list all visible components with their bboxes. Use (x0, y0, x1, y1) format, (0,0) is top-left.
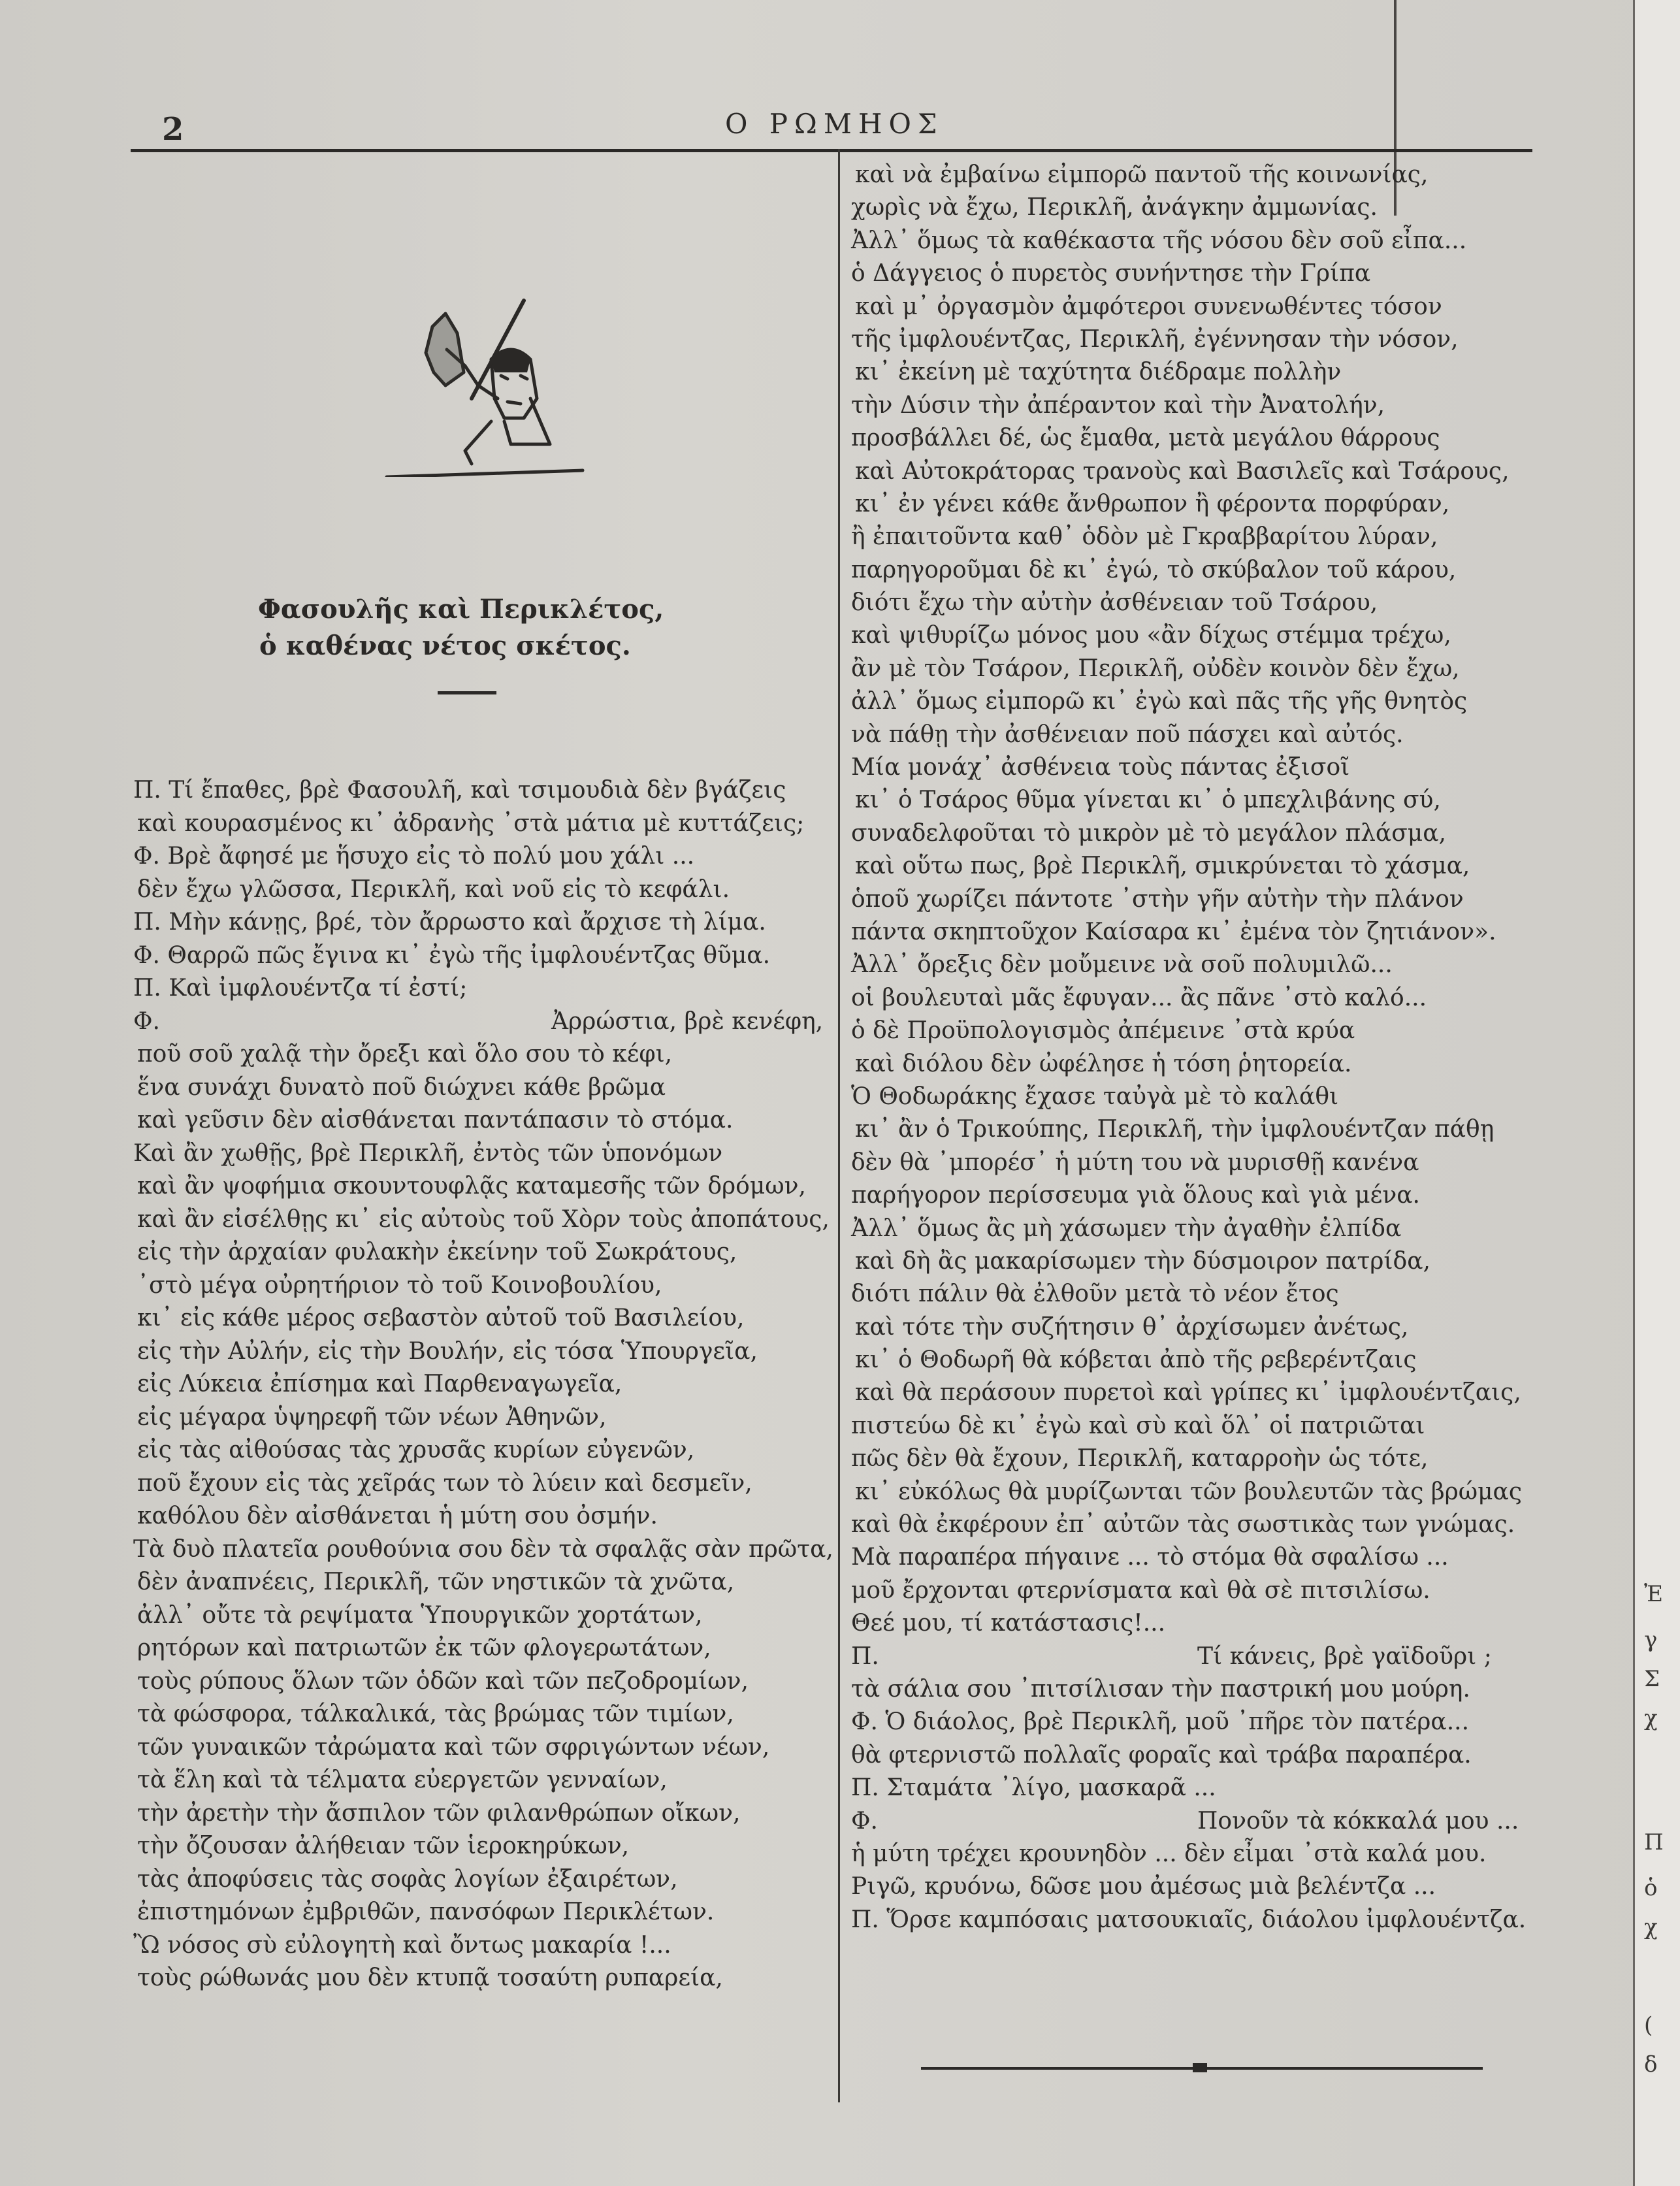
text-line: ποῦ ἔχουν εἰς τὰς χεῖράς των τὸ λύειν καὶ δεσμεῖν, (137, 1469, 752, 1497)
text-line: τὴν ὄζουσαν ἀλήθειαν τῶν ἱεροκηρύκων, (137, 1833, 630, 1859)
text-line: τὰ ἕλη καὶ τὰ τέλματα εὐεργετῶν γενναίων, (137, 1767, 668, 1793)
text-line: οἱ βουλευταὶ μᾶς ἔφυγαν... ἂς πᾶνε ᾽στὸ καλό... (851, 984, 1427, 1011)
text-line: Π. Μὴν κάνῃς, βρέ, τὸν ἄρρωστο καὶ ἄρχισε τὴ λίμα. (133, 909, 766, 936)
page-number: 2 (162, 111, 184, 148)
text-line: Μὰ παραπέρα πήγαινε ... τὸ στόμα θὰ σφαλίσω ... (851, 1544, 1449, 1571)
text-line: ἢ ἐπαιτοῦντα καθ᾽ ὁδὸν μὲ Γκραββαρίτου λύραν, (851, 523, 1438, 551)
text-line: ὁποῦ χωρίζει πάντοτε ᾽στὴν γῆν αὐτὴν τὴν πλάνον (851, 885, 1464, 913)
text-line: κι᾽ ὁ Θοδωρῆ θὰ κόβεται ἀπὸ τῆς ρεβερέντζαις (855, 1346, 1417, 1374)
text-line: καὶ νὰ ἐμβαίνω εἰμπορῶ παντοῦ τῆς κοινωνίας, (855, 161, 1429, 188)
text-line: καὶ οὕτω πως, βρὲ Περικλῆ, σμικρύνεται τὸ χάσμα, (855, 853, 1470, 880)
text-line: καὶ διόλου δὲν ὠφέλησε ἡ τόση ῥητορεία. (855, 1050, 1352, 1077)
text-line: ποῦ σοῦ χαλᾷ τὴν ὄρεξι καὶ ὅλο σου τὸ κέφι, (137, 1041, 673, 1068)
text-line: εἰς τὰς αἰθούσας τὰς χρυσᾶς κυρίων εὐγενῶν, (137, 1437, 695, 1463)
text-line: Ἀλλ᾽ ὄρεξις δὲν μοὔμεινε νὰ σοῦ πολυμιλῶ... (851, 951, 1393, 979)
edge-fragment: δ (1644, 2051, 1658, 2078)
text-line: εἰς Λύκεια ἐπίσημα καὶ Παρθεναγωγεῖα, (137, 1371, 622, 1397)
text-line: ἀλλ᾽ οὔτε τὰ ρεψίματα Ὑπουργικῶν χορτάτων, (137, 1601, 703, 1629)
text-line: καὶ ἂν ψοφήμια σκουντουφλᾷς καταμεσῆς τῶν δρόμων, (137, 1173, 806, 1199)
text-line: κι᾽ ἐκείνη μὲ ταχύτητα διέδραμε πολλὴν (855, 359, 1342, 386)
text-line: πῶς δὲν θὰ ἔχουν, Περικλῆ, καταρροὴν ὡς τότε, (851, 1445, 1429, 1473)
text-line: τὴν ἀρετὴν τὴν ἄσπιλον τῶν φιλανθρώπων οἴκων, (137, 1799, 741, 1827)
text-line: παρηγοροῦμαι δὲ κι᾽ ἐγώ, τὸ σκύβαλον τοῦ κάρου, (851, 556, 1457, 583)
text-line: καὶ θὰ ἐκφέρουν ἐπ᾽ αὐτῶν τὰς σωστικὰς των γνώμας. (851, 1511, 1515, 1539)
text-line: Φ. Θαρρῶ πῶς ἔγινα κι᾽ ἐγὼ τῆς ἰμφλουέντζας θῦμα. (133, 941, 771, 969)
text-line: Π. Καὶ ἰμφλουέντζα τί ἐστί; (133, 975, 468, 1002)
masthead-title: Ο ΡΩΜΗΟΣ (725, 108, 944, 140)
text-line: πιστεύω δὲ κι᾽ ἐγὼ καὶ σὺ καὶ ὅλ᾽ οἱ πατριῶται (851, 1412, 1425, 1439)
text-line: τοὺς ρώθωνάς μου δὲν κτυπᾷ τοσαύτη ρυπαρεία, (137, 1965, 723, 1991)
adjacent-page-edge (1633, 0, 1680, 2186)
text-line: Φ. Βρὲ ἄφησέ με ἥσυχο εἰς τὸ πολύ μου χάλι ... (133, 843, 695, 870)
edge-fragment: γ (1644, 1627, 1658, 1653)
speaker-text: Ἀρρώστια, βρὲ κενέφη, (551, 1007, 824, 1035)
text-line: δὲν θὰ ᾽μπορέσ᾽ ἡ μύτη του νὰ μυρισθῇ κανένα (851, 1149, 1419, 1176)
text-line: κι᾽ ὁ Τσάρος θῦμα γίνεται κι᾽ ὁ μπεχλιβάνης σύ, (855, 787, 1441, 814)
text-line: ἕνα συνάχι δυνατὸ ποῦ διώχνει κάθε βρῶμα (137, 1073, 666, 1101)
text-line: εἰς τὴν Αὐλήν, εἰς τὴν Βουλήν, εἰς τόσα Ὑπουργεῖα, (137, 1337, 758, 1365)
text-line: Θεέ μου, τί κατάστασις!... (851, 1610, 1166, 1637)
speaker-text: Τί κάνεις, βρὲ γαϊδοῦρι ; (1197, 1642, 1492, 1670)
text-line: κι᾽ ἐν γένει κάθε ἄνθρωπον ἢ φέροντα πορφύραν, (855, 490, 1450, 517)
text-line: δὲν ἀναπνέεις, Περικλῆ, τῶν νηστικῶν τὰ χνῶτα, (137, 1569, 735, 1595)
text-line: ᾽στὸ μέγα οὐρητήριον τὸ τοῦ Κοινοβουλίου, (137, 1271, 662, 1299)
cartoon-illustration (374, 287, 589, 477)
text-line: τὰ σάλια σου ᾽πιτσίλισαν τὴν παστρική μου μούρη. (851, 1675, 1470, 1703)
text-line: καὶ μ᾽ ὀργασμὸν ἀμφότεροι συνενωθέντες τόσον (855, 293, 1442, 320)
right-column (851, 159, 1530, 1936)
text-line: καὶ τότε τὴν συζήτησιν θ᾽ ἀρχίσωμεν ἀνέτως, (855, 1313, 1409, 1341)
text-line: εἰς μέγαρα ὑψηρεφῆ τῶν νέων Ἀθηνῶν, (137, 1403, 607, 1431)
text-line: ρητόρων καὶ πατριωτῶν ἐκ τῶν φλογερωτάτων, (137, 1635, 711, 1661)
text-line: προσβάλλει δέ, ὡς ἔμαθα, μετὰ μεγάλου θάρρους (851, 425, 1440, 452)
text-line: ὁ δὲ Προϋπολογισμὸς ἀπέμεινε ᾽στὰ κρύα (851, 1017, 1355, 1045)
text-line: παρήγορον περίσσευμα γιὰ ὅλους καὶ γιὰ μένα. (851, 1182, 1420, 1209)
text-line: καὶ κουρασμένος κι᾽ ἀδρανὴς ᾽στὰ μάτια μὲ κυττάζεις; (137, 809, 805, 837)
article-title (258, 591, 715, 664)
edge-fragment: χ (1644, 1914, 1658, 1940)
text-line: Ἀλλ᾽ ὅμως ἂς μὴ χάσωμεν τὴν ἀγαθὴν ἐλπίδα (851, 1215, 1402, 1242)
edge-fragment: Π (1644, 1829, 1664, 1855)
text-line-split (851, 1805, 1530, 1838)
title-line-1: Φασουλῆς καὶ Περικλέτος, (258, 594, 664, 625)
text-line: τῆς ἰμφλουέντζας, Περικλῆ, ἐγέννησαν τὴν νόσον, (851, 325, 1459, 353)
text-line-split (133, 1005, 826, 1039)
text-line: κι᾽ ἂν ὁ Τρικούπης, Περικλῆ, τὴν ἰμφλουέντζαν πάθῃ (855, 1116, 1494, 1143)
text-line: διότι ἔχω τὴν αὐτὴν ἀσθένειαν τοῦ Τσάρου, (851, 589, 1378, 617)
left-column (133, 774, 833, 1995)
text-line: Φ. Ὁ διάολος, βρὲ Περικλῆ, μοῦ ᾽πῆρε τὸν πατέρα... (851, 1708, 1470, 1736)
edge-fragment: χ (1644, 1705, 1658, 1731)
text-line: τοὺς ρύπους ὅλων τῶν ὁδῶν καὶ τῶν πεζοδρομίων, (137, 1667, 749, 1695)
title-separator (438, 691, 496, 694)
header-rule (131, 149, 1532, 152)
text-line: Καὶ ἂν χωθῇς, βρὲ Περικλῆ, ἐντὸς τῶν ὑπονόμων (133, 1139, 723, 1167)
text-line: τὰ φώσφορα, τάλκαλικά, τὰς βρώμας τῶν τιμίων, (137, 1701, 734, 1727)
column-divider (838, 149, 840, 2102)
text-line: καὶ ψιθυρίζω μόνος μου «ἂν δίχως στέμμα τρέχω, (851, 622, 1451, 649)
text-line: ἂν μὲ τὸν Τσάρον, Περικλῆ, οὐδὲν κοινὸν δὲν ἔχω, (851, 655, 1460, 682)
text-line: κι᾽ εἰς κάθε μέρος σεβαστὸν αὐτοῦ τοῦ Βασιλείου, (137, 1305, 745, 1331)
text-line: Ἀλλ᾽ ὅμως τὰ καθέκαστα τῆς νόσου δὲν σοῦ εἶπα... (851, 227, 1467, 254)
text-line: πάντα σκηπτοῦχον Καίσαρα κι᾽ ἐμένα τὸν ζητιάνον». (851, 918, 1496, 945)
text-line: Π. Σταμάτα ᾽λίγο, μασκαρᾶ ... (851, 1774, 1216, 1802)
edge-fragment: Σ (1644, 1666, 1660, 1692)
text-line: καὶ γεῦσιν δὲν αἰσθάνεται παντάπασιν τὸ στόμα. (137, 1107, 734, 1134)
text-line: κι᾽ εὐκόλως θὰ μυρίζωνται τῶν βουλευτῶν τὰς βρώμας (855, 1478, 1523, 1505)
text-line: καθόλου δὲν αἰσθάνεται ἡ μύτη σου ὀσμήν. (137, 1503, 658, 1529)
article-end-mark (1193, 2063, 1207, 2072)
text-line: συναδελφοῦται τὸ μικρὸν μὲ τὸ μεγάλον πλάσμα, (851, 819, 1446, 847)
text-line: καὶ θὰ περάσουν πυρετοὶ καὶ γρίπες κι᾽ ἰμφλουέντζαις, (855, 1379, 1521, 1407)
text-line: Ὁ Θοδωράκης ἔχασε ταὐγὰ μὲ τὸ καλάθι (851, 1083, 1339, 1110)
text-line: εἰς τὴν ἀρχαίαν φυλακὴν ἐκείνην τοῦ Σωκράτους, (137, 1239, 737, 1265)
text-line: νὰ πάθῃ τὴν ἀσθένειαν ποῦ πάσχει καὶ αὐτός. (851, 721, 1404, 748)
speaker-label: Φ. (133, 1007, 160, 1035)
edge-fragment: Ἐ (1644, 1581, 1664, 1607)
text-line: Π. Ὅρσε καμπόσαις ματσουκιαῖς, διάολου ἰμφλουέντζα. (851, 1906, 1527, 1933)
text-line: Μία μονάχ᾽ ἀσθένεια τοὺς πάντας ἐξισοῖ (851, 754, 1350, 781)
text-line: Π. Τί ἔπαθες, βρὲ Φασουλῆ, καὶ τσιμουδιὰ δὲν βγάζεις (133, 777, 786, 804)
edge-fragment: ὁ (1644, 1875, 1658, 1901)
text-line: δὲν ἔχω γλῶσσα, Περικλῆ, καὶ νοῦ εἰς τὸ κεφάλι. (137, 875, 730, 903)
title-line-2: ὁ καθένας νέτος σκέτος. (259, 630, 631, 661)
text-line: ἐπιστημόνων ἐμβριθῶν, πανσόφων Περικλέτων. (137, 1899, 715, 1925)
speaker-text: Πονοῦν τὰ κόκκαλά μου ... (1197, 1807, 1519, 1835)
text-line: τὰς ἀποφύσεις τὰς σοφὰς λογίων ἐξαιρέτων, (137, 1865, 678, 1893)
text-line: καὶ ἂν εἰσέλθῃς κι᾽ εἰς αὐτοὺς τοῦ Χὸρν τοὺς ἀποπάτους, (137, 1205, 830, 1233)
text-line: θὰ φτερνιστῶ πολλαῖς φοραῖς καὶ τράβα παραπέρα. (851, 1741, 1472, 1769)
text-line: μοῦ ἔρχονται φτερνίσματα καὶ θὰ σὲ πιτσιλίσω. (851, 1576, 1430, 1604)
edge-fragment: ( (1644, 2012, 1653, 2038)
ground-line (387, 470, 583, 477)
text-line: τῶν γυναικῶν τἀρώματα καὶ τῶν σφριγώντων νέων, (137, 1733, 770, 1761)
text-line: Τὰ δυὸ πλατεῖα ρουθούνια σου δὲν τὰ σφαλᾷς σὰν πρῶτα, (133, 1535, 833, 1563)
speaker-label: Φ. (851, 1807, 878, 1835)
text-line: χωρὶς νὰ ἔχω, Περικλῆ, ἀνάγκην ἀμμωνίας. (851, 194, 1378, 221)
text-line-split (851, 1640, 1530, 1673)
text-line: διότι πάλιν θὰ ἐλθοῦν μετὰ τὸ νέον ἔτος (851, 1281, 1339, 1308)
text-line: καὶ δὴ ἂς μακαρίσωμεν τὴν δύσμοιρον πατρίδα, (855, 1247, 1430, 1275)
text-line: ἀλλ᾽ ὅμως εἰμπορῶ κι᾽ ἐγὼ καὶ πᾶς τῆς γῆς θνητὸς (851, 688, 1468, 715)
text-line: Ὢ νόσος σὺ εὐλογητὴ καὶ ὄντως μακαρία !... (133, 1931, 671, 1959)
text-line: ὁ Δάγγειος ὁ πυρετὸς συνήντησε τὴν Γρίπα (851, 260, 1371, 287)
speaker-label: Π. (851, 1642, 879, 1670)
text-line: Ριγῶ, κρυόνω, δῶσε μου ἀμέσως μιὰ βελέντζα ... (851, 1873, 1436, 1901)
text-line: καὶ Αὐτοκράτορας τρανοὺς καὶ Βασιλεῖς καὶ Τσάρους, (855, 457, 1510, 485)
text-line: τὴν Δύσιν τὴν ἀπέραντον καὶ τὴν Ἀνατολήν, (851, 391, 1385, 419)
text-line: ἡ μύτη τρέχει κρουνηδὸν ... δὲν εἶμαι ᾽στὰ καλά μου. (851, 1840, 1487, 1867)
